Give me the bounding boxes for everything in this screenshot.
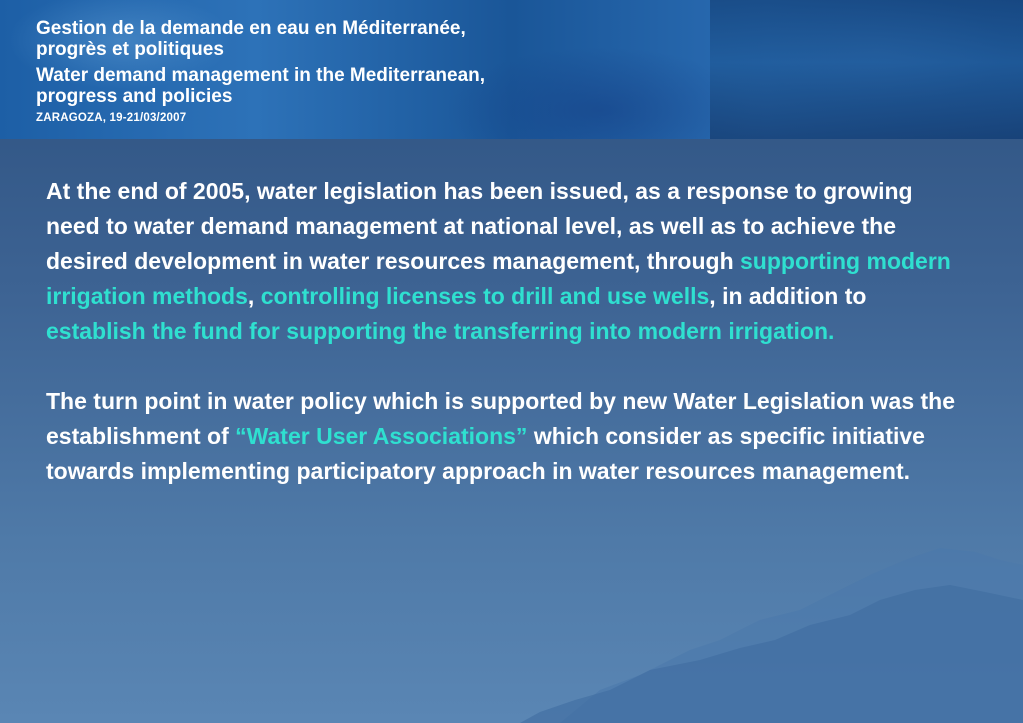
highlight-irrigation-fund: establish the fund for supporting the transferring into modern irrigation. <box>46 318 835 344</box>
paragraph-water-user-associations <box>46 384 966 489</box>
highlight-irrigation-methods: supporting modern irrigation methods <box>46 248 951 309</box>
title-french-line-2: progrès et politiques <box>36 39 224 60</box>
banner-decor-strip <box>710 0 1023 139</box>
title-french <box>36 18 466 60</box>
paragraph-legislation <box>46 174 966 349</box>
paragraph-2-text-b: which consider as specific initiative towards implementing participatory approach in water resources management. <box>46 423 925 484</box>
header-banner <box>0 0 1023 139</box>
title-french-line-1: Gestion de la demande en eau en Méditerranée, <box>36 18 466 39</box>
paragraph-1-text-a: At the end of 2005, water legislation has been issued, as a response to growing need to water demand management at national level, as well as to achieve the desired development in water resources management, through <box>46 178 913 274</box>
title-english <box>36 65 485 107</box>
paragraph-2-text-a: The turn point in water policy which is supported by new Water Legislation was the establishment of <box>46 388 956 449</box>
title-english-line-2: progress and policies <box>36 86 233 107</box>
slide-body <box>46 174 966 489</box>
iceberg-shape-back <box>560 548 1023 723</box>
paragraph-1-text-c: , in addition to <box>709 283 867 309</box>
iceberg-shape-front <box>520 585 1023 723</box>
venue-date: ZARAGOZA, 19-21/03/2007 <box>36 112 187 124</box>
title-english-line-1: Water demand management in the Mediterranean, <box>36 65 486 86</box>
highlight-drill-licenses: controlling licenses to drill and use wells <box>260 283 710 309</box>
paragraph-1-text-b: , <box>247 283 261 309</box>
highlight-water-user-associations: “Water User Associations” <box>235 423 528 449</box>
